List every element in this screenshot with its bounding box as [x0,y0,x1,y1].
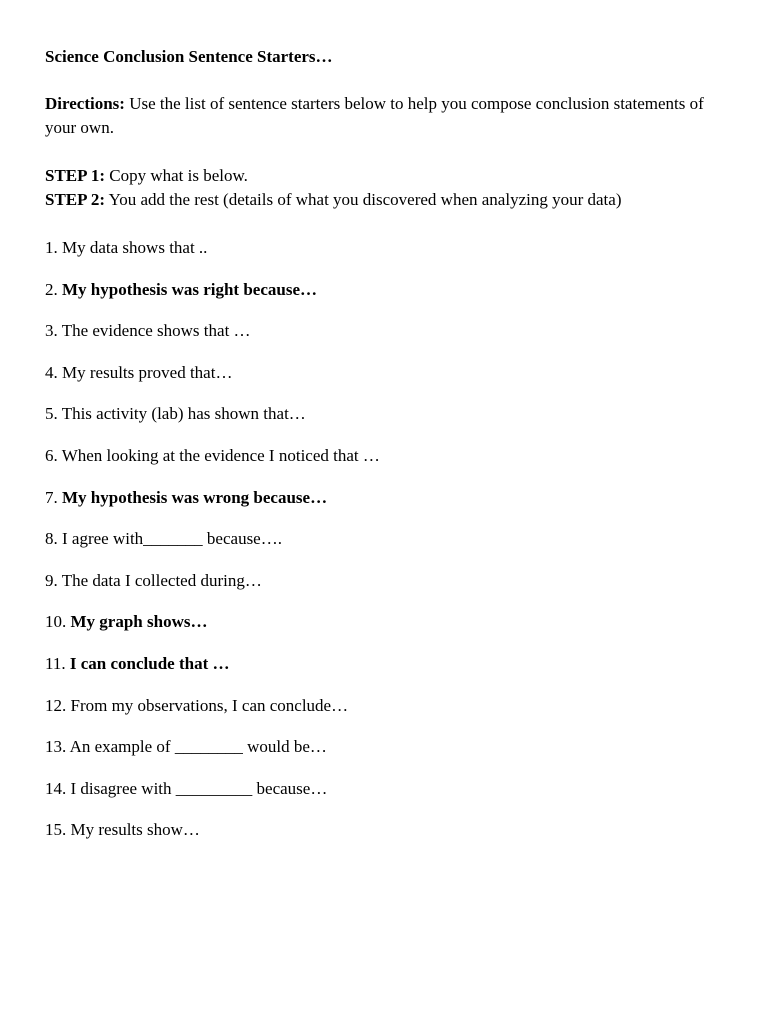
item-number: 14. [45,778,67,798]
item-text: An example of ________ would be… [69,737,327,757]
list-item [45,735,723,759]
steps-block [45,164,723,212]
item-text: The data I collected during… [61,570,262,590]
list-item [45,486,723,510]
item-text: My results proved that… [62,362,233,382]
item-number: 1. [45,238,58,257]
item-number: 5. [45,404,58,424]
item-text: I can conclude that … [69,653,230,673]
directions-text: Use the list of sentence starters below to help you compose conclusion statements of your own. [45,94,704,137]
item-text: My data shows that .. [62,238,208,257]
item-number: 8. [45,529,58,549]
item-number: 2. [45,279,58,299]
item-text: My hypothesis was right because… [62,279,318,299]
item-text: My hypothesis was wrong because… [62,487,328,507]
list-item [45,361,723,385]
directions-paragraph [45,92,723,140]
list-item [45,444,723,468]
item-text: I disagree with _________ because… [70,778,328,798]
sentence-starter-list [45,236,723,842]
item-text: My graph shows… [70,612,208,632]
directions-label: Directions: [45,94,125,113]
list-item [45,319,723,343]
item-number: 3. [45,321,58,341]
item-number: 12. [45,695,67,715]
list-item [45,278,723,302]
item-number: 9. [45,570,58,590]
step-1-label: STEP 1: [45,166,105,185]
step-1 [45,164,723,188]
item-number: 11. [45,653,66,673]
item-number: 10. [45,612,67,632]
list-item [45,236,723,260]
item-text: The evidence shows that … [61,321,251,341]
list-item [45,569,723,593]
item-text: From my observations, I can conclude… [70,695,349,715]
step-1-text: Copy what is below. [105,166,248,185]
list-item [45,652,723,676]
list-item [45,527,723,551]
list-item [45,818,723,842]
list-item [45,610,723,634]
item-number: 13. [45,737,67,757]
item-number: 7. [45,487,58,507]
step-2 [45,188,723,212]
document-title: Science Conclusion Sentence Starters… [45,47,333,66]
list-item [45,694,723,718]
item-text: My results show… [70,820,200,840]
item-number: 6. [45,445,58,465]
item-number: 4. [45,362,58,382]
item-number: 15. [45,820,67,840]
step-2-text: You add the rest (details of what you discovered when analyzing your data) [105,190,622,209]
list-item [45,777,723,801]
step-2-label: STEP 2: [45,190,105,209]
item-text: I agree with_______ because…. [62,529,282,549]
list-item [45,402,723,426]
item-text: When looking at the evidence I noticed that … [61,445,380,465]
item-text: This activity (lab) has shown that… [61,404,306,424]
